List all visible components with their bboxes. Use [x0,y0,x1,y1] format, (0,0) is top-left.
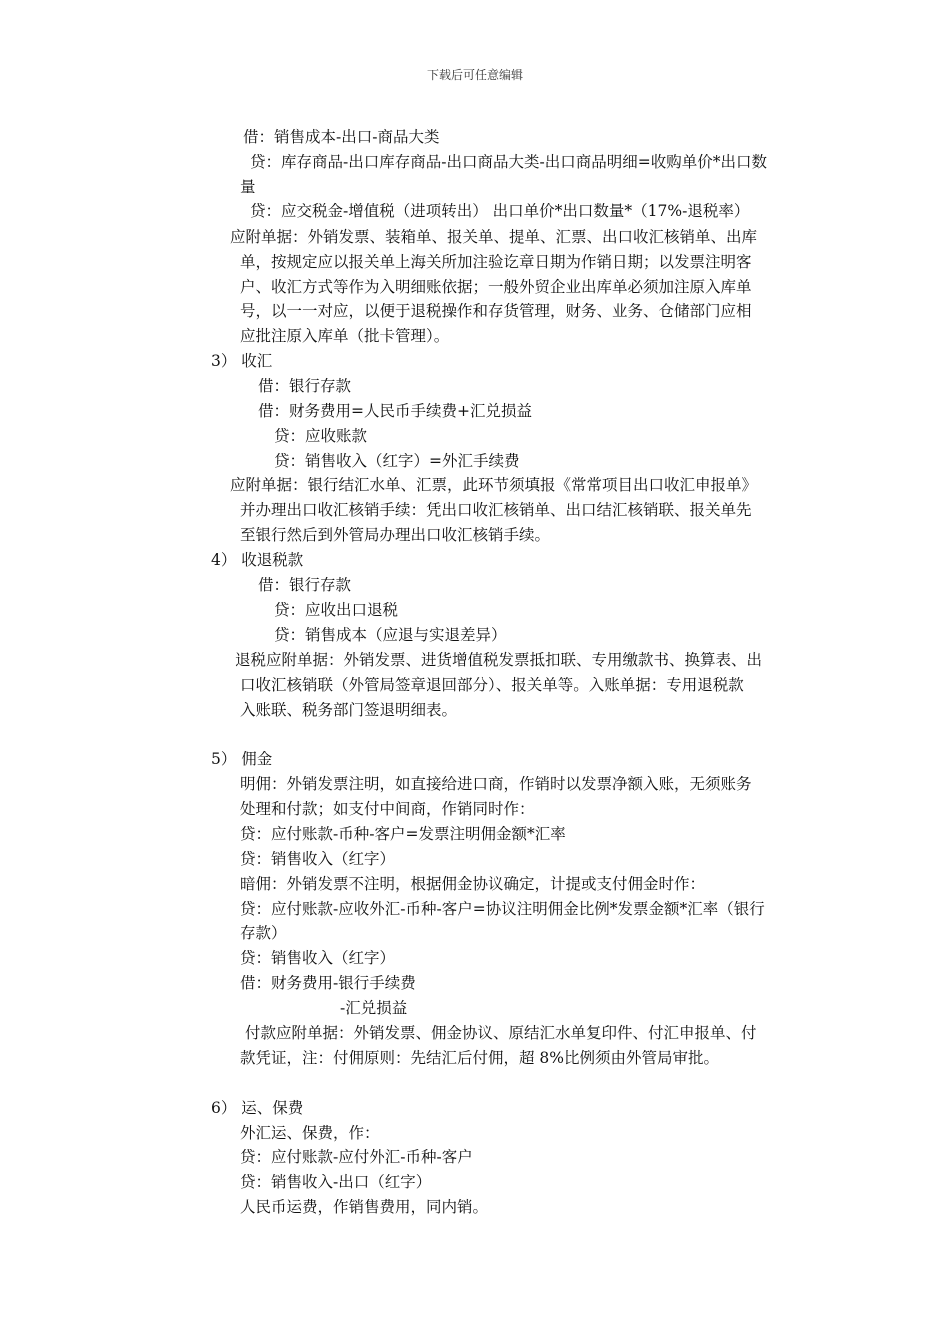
section-heading: 4） 收退税款 [211,551,304,569]
text-line: 贷：应付账款-应收外汇-币种-客户=协议注明佣金比例*发票金额*汇率（银行 [240,900,765,918]
text-line: 应批注原入库单（批卡管理）。 [240,327,450,345]
section-heading: 5） 佣金 [211,750,273,768]
text-line: 户、收汇方式等作为入明细账依据；一般外贸企业出库单必须加注原入库单 [240,278,752,296]
text-line: 贷：应收账款 [274,427,368,445]
text-line: 借：银行存款 [258,576,352,594]
text-line: 明佣：外销发票注明，如直接给进口商，作销时以发票净额入账，无须账务 [240,775,752,793]
text-line: 号，以一一对应，以便于退税操作和存货管理，财务、业务、仓储部门应相 [240,302,752,320]
text-line: -汇兑损益 [340,999,408,1017]
page-header: 下载后可任意编辑 [426,68,523,82]
text-line: 借：银行存款 [258,377,352,395]
text-line: 外汇运、保费，作： [240,1124,380,1142]
text-line: 借：财务费用-银行手续费 [240,974,416,992]
text-line: 贷：销售收入（红字） [240,949,396,967]
text-line: 借：销售成本-出口-商品大类 [243,128,440,146]
text-line: 贷：库存商品-出口库存商品-出口商品大类-出口商品明细=收购单价*出口数 [250,153,767,171]
text-line: 款凭证，注：付佣原则：先结汇后付佣，超 8%比例须由外管局审批。 [240,1049,720,1067]
text-line: 存款） [240,924,287,942]
text-line: 付款应附单据：外销发票、佣金协议、原结汇水单复印件、付汇申报单、付 [245,1024,757,1042]
text-line: 贷：销售收入（红字） [240,850,396,868]
text-line: 至银行然后到外管局办理出口收汇核销手续。 [240,526,551,544]
text-line: 口收汇核销联（外管局签章退回部分）、报关单等。入账单据：专用退税款 [240,676,744,694]
text-line: 贷：销售成本（应退与实退差异） [274,626,507,644]
text-line: 量 [240,178,256,196]
text-line: 应附单据：银行结汇水单、汇票，此环节须填报《常常项目出口收汇申报单》 [230,476,758,494]
section-heading: 3） 收汇 [211,352,273,370]
text-line: 贷：销售收入-出口（红字） [240,1173,432,1191]
text-line: 并办理出口收汇核销手续：凭出口收汇核销单、出口结汇核销联、报关单先 [240,501,752,519]
text-line: 暗佣：外销发票不注明，根据佣金协议确定，计提或支付佣金时作： [240,875,706,893]
text-line: 贷：应收出口退税 [274,601,399,619]
text-line: 人民币运费，作销售费用，同内销。 [240,1198,489,1216]
text-line: 入账联、税务部门签退明细表。 [240,701,458,719]
text-line: 贷：销售收入（红字）=外汇手续费 [274,452,520,470]
text-line: 处理和付款；如支付中间商，作销同时作： [240,800,535,818]
text-line: 借：财务费用=人民币手续费+汇兑损益 [258,402,532,420]
text-line: 退税应附单据：外销发票、进货增值税发票抵扣联、专用缴款书、换算表、出 [235,651,763,669]
text-line: 单，按规定应以报关单上海关所加注验讫章日期为作销日期；以发票注明客 [240,253,752,271]
text-line: 贷：应交税金-增值税（进项转出） 出口单价*出口数量*（17%-退税率） [250,202,750,220]
text-line: 应附单据：外销发票、装箱单、报关单、提单、汇票、出口收汇核销单、出库 [230,228,758,246]
section-heading: 6） 运、保费 [211,1099,304,1117]
text-line: 贷：应付账款-币种-客户=发票注明佣金额*汇率 [240,825,566,843]
text-line: 贷：应付账款-应付外汇-币种-客户 [240,1148,473,1166]
